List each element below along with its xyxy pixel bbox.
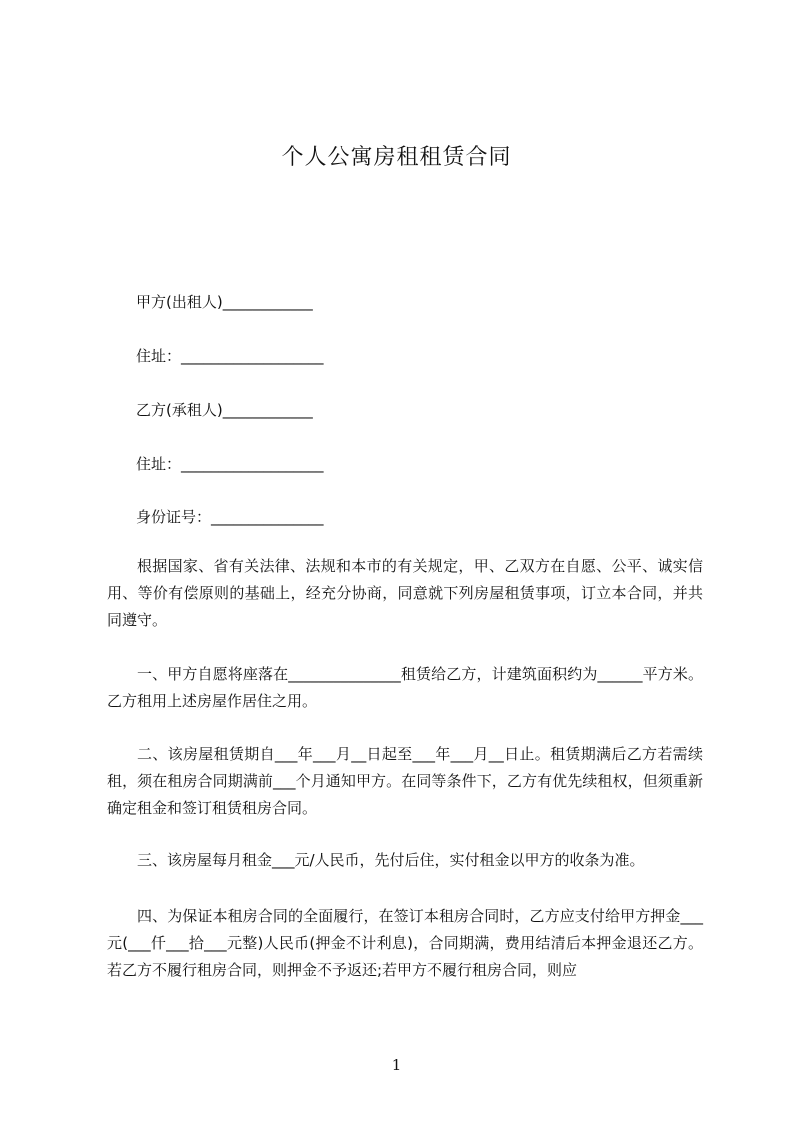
clause-1-paragraph: 一、甲方自愿将座落在_______________租赁给乙方，计建筑面积约为______平方米。乙方租用上述房屋作居住之用。 <box>107 665 703 710</box>
clause-4-paragraph: 四、为保证本租房合同的全面履行，在签订本租房合同时，乙方应支付给甲方押金___元(___仟___拾___元整)人民币(押金不计利息)，合同期满，费用结清后本押金退还乙方。若乙方不履行租房合同，则押金不予返还;若甲方不履行租房合同，则应 <box>107 907 703 979</box>
clause-3-paragraph: 三、该房屋每月租金___元/人民币，先付后住，实付租金以甲方的收条为准。 <box>137 851 645 869</box>
intro-paragraph: 根据国家、省有关法律、法规和本市的有关规定，甲、乙双方在自愿、公平、诚实信用、等价有偿原则的基础上，经充分协商，同意就下列房屋租赁事项，订立本合同，并共同遵守。 <box>107 557 703 629</box>
party-b-address-field: 住址：___________________ <box>136 455 324 473</box>
clause-2-paragraph: 二、该房屋租赁期自___年___月__日起至___年___月__日止。租赁期满后乙方若需续租，须在租房合同期满前___个月通知甲方。在同等条件下，乙方有优先续租权，但须重新确定租金和签订租赁租房合同。 <box>107 745 703 817</box>
document-title: 个人公寓房租租赁合同 <box>281 145 512 170</box>
page-number: 1 <box>391 1056 402 1074</box>
party-a-field: 甲方(出租人)____________ <box>136 293 313 311</box>
party-a-address-field: 住址：___________________ <box>136 347 324 365</box>
party-b-field: 乙方(承租人)____________ <box>136 401 313 419</box>
id-number-field: 身份证号：_______________ <box>136 508 324 526</box>
